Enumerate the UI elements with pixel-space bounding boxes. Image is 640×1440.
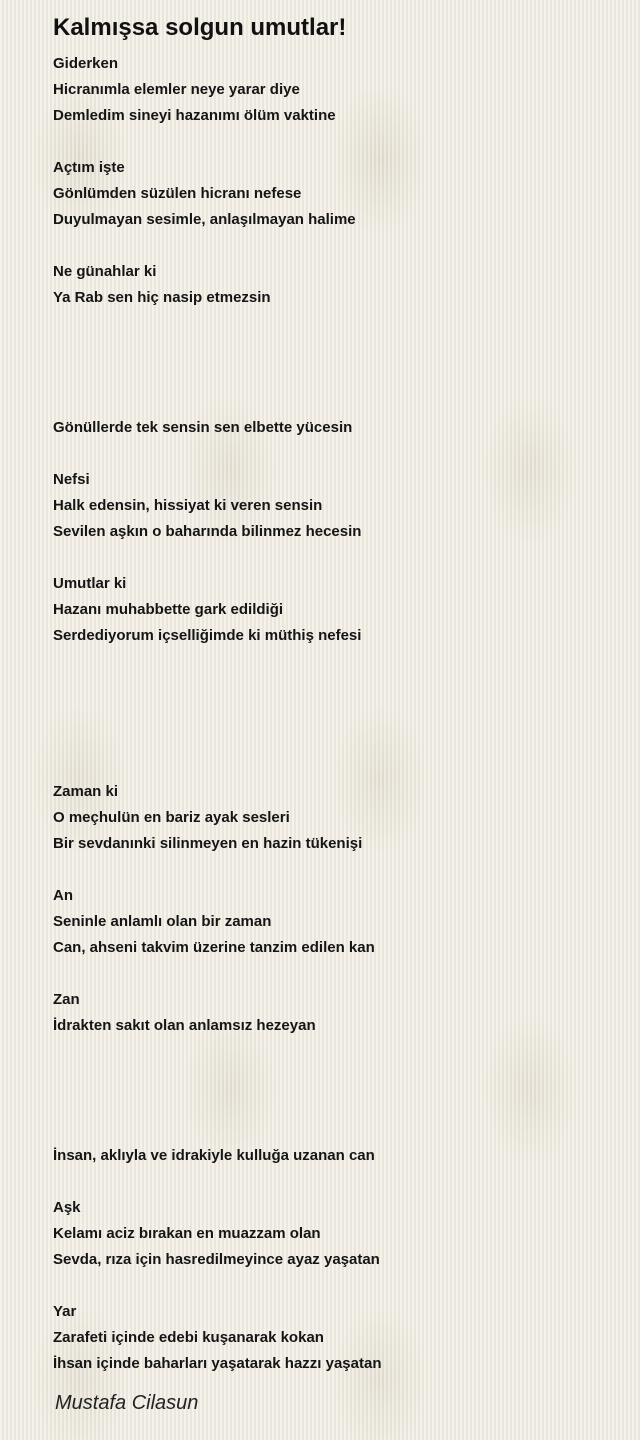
poem-blank-line	[53, 545, 613, 571]
poem-blank-line	[53, 311, 613, 337]
poem-line: Hazanı muhabbette gark edildiği	[53, 601, 284, 618]
poem-line: Gönlümden süzülen hicranı nefese	[53, 185, 302, 202]
poem-blank-line	[53, 1065, 613, 1091]
poem-blank-line	[53, 1273, 613, 1299]
poem-line: Zaman ki	[53, 783, 119, 800]
poem-line: Ne günahlar ki	[53, 263, 157, 280]
poem-blank-line	[53, 675, 613, 701]
poem-line: Ya Rab sen hiç nasip etmezsin	[53, 289, 271, 306]
poem-blank-line	[53, 701, 613, 727]
poem-line: Zan	[53, 991, 80, 1008]
poem-line: Seninle anlamlı olan bir zaman	[53, 913, 272, 930]
poem-line: Giderken	[53, 55, 119, 72]
poem-blank-line	[53, 1039, 613, 1065]
poem-blank-line	[53, 233, 613, 259]
poem-blank-line	[53, 441, 613, 467]
poem-line: İdrakten sakıt olan anlamsız hezeyan	[53, 1017, 316, 1034]
poem-line: Can, ahseni takvim üzerine tanzim edilen kan	[53, 939, 375, 956]
poem-line: Duyulmayan sesimle, anlaşılmayan halime	[53, 211, 356, 228]
poem-container	[53, 12, 613, 1416]
poem-line: An	[53, 887, 73, 904]
poem-line: Halk edensin, hissiyat ki veren sensin	[53, 497, 323, 514]
poem-blank-line	[53, 961, 613, 987]
poem-line: Hicranımla elemler neye yarar diye	[53, 81, 300, 98]
poem-line: İnsan, aklıyla ve idrakiyle kulluğa uzanan can	[53, 1147, 375, 1164]
poem-blank-line	[53, 1169, 613, 1195]
poem-blank-line	[53, 129, 613, 155]
poem-blank-line	[53, 753, 613, 779]
poem-line: Aşk	[53, 1199, 81, 1216]
poem-body	[53, 51, 613, 1377]
poem-line: Nefsi	[53, 471, 90, 488]
poem-blank-line	[53, 727, 613, 753]
poem-author: Mustafa Cilasun	[55, 1392, 199, 1414]
poem-line: İhsan içinde baharları yaşatarak hazzı yaşatan	[53, 1355, 382, 1372]
poem-title: Kalmışsa solgun umutlar!	[53, 14, 347, 41]
poem-line: Umutlar ki	[53, 575, 127, 592]
poem-line: O meçhulün en bariz ayak sesleri	[53, 809, 290, 826]
poem-line: Bir sevdanınki silinmeyen en hazin tükenişi	[53, 835, 363, 852]
poem-line: Zarafeti içinde edebi kuşanarak kokan	[53, 1329, 324, 1346]
poem-line: Gönüllerde tek sensin sen elbette yücesin	[53, 419, 353, 436]
poem-blank-line	[53, 363, 613, 389]
poem-blank-line	[53, 1117, 613, 1143]
poem-blank-line	[53, 649, 613, 675]
poem-line: Sevda, rıza için hasredilmeyince ayaz yaşatan	[53, 1251, 380, 1268]
poem-line: Demledim sineyi hazanımı ölüm vaktine	[53, 107, 336, 124]
poem-line: Serdediyorum içselliğimde ki müthiş nefesi	[53, 627, 362, 644]
poem-line: Açtım işte	[53, 159, 125, 176]
poem-blank-line	[53, 857, 613, 883]
poem-blank-line	[53, 1091, 613, 1117]
poem-line: Kelamı aciz bırakan en muazzam olan	[53, 1225, 321, 1242]
poem-line: Yar	[53, 1303, 77, 1320]
poem-blank-line	[53, 389, 613, 415]
poem-line: Sevilen aşkın o baharında bilinmez hecesin	[53, 523, 362, 540]
poem-blank-line	[53, 337, 613, 363]
